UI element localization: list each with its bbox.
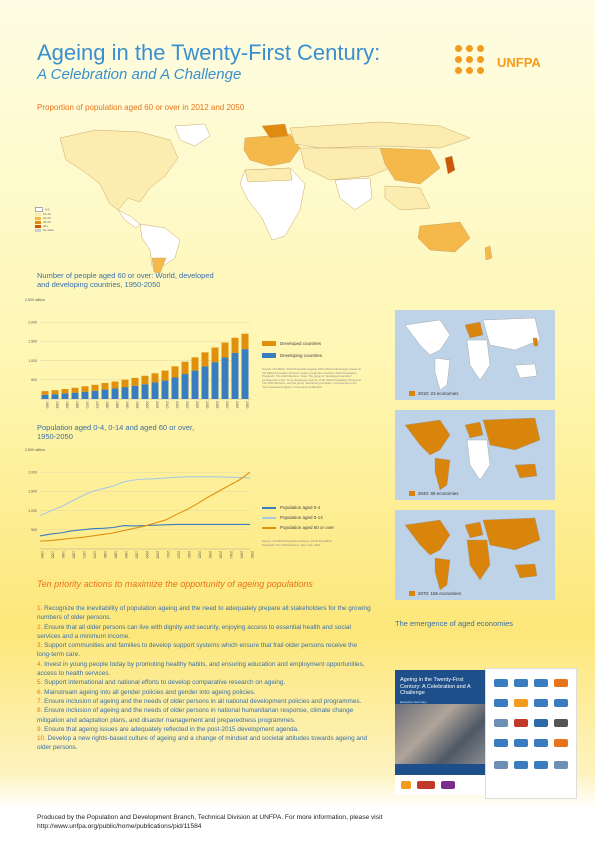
- legend-item: 0-9: [35, 207, 54, 212]
- x-tick-label: 2020: [185, 401, 189, 409]
- y-tick-label: 500: [31, 528, 37, 532]
- action-item: 8. Ensure inclusion of ageing and the needs of older persons in national humanitarian response, climate change mitigation and adaptation plans, and disaster management and preparedness programmes.: [37, 707, 354, 724]
- bar-developing: [202, 366, 209, 399]
- line-chart-source: Source: UN DESA Population Division, World Population Prospects: The 2010 Revision. New York, 2011.: [262, 539, 333, 547]
- bar-developed: [42, 391, 49, 395]
- bar-developed: [182, 362, 189, 374]
- action-item: 1. Recognize the inevitability of population ageing and the need to adequately prepare all stakeholders for the growing numbers of older persons.: [37, 605, 371, 622]
- x-tick-label: 1950: [45, 401, 49, 409]
- x-tick-label: 2030: [205, 401, 209, 409]
- bar-chart-heading: Number of people aged 60 or over: World, developed and developing countries, 1950-2050: [37, 271, 214, 289]
- x-tick-label: 1960: [65, 401, 69, 409]
- bar-developed: [232, 338, 239, 353]
- world-map: [0, 118, 595, 273]
- map-south-asia: [335, 178, 372, 210]
- map-2010-caption: 2010: 23 economies: [409, 391, 459, 396]
- bar-developing: [242, 349, 249, 399]
- emergence-label: The emergence of aged economies: [395, 619, 513, 628]
- action-item: 5. Support international and national efforts to develop comparative research on ageing.: [37, 679, 286, 687]
- bar-developing: [52, 394, 59, 399]
- x-tick-label: 1990: [125, 401, 129, 409]
- x-tick-label: 2040: [225, 401, 229, 409]
- x-tick-label: 1965: [71, 551, 76, 559]
- line-chart: [25, 447, 255, 575]
- map-japan: [445, 156, 455, 174]
- x-tick-label: 2025: [197, 551, 202, 559]
- x-tick-label: 1960: [61, 551, 65, 559]
- map-europe: [244, 134, 300, 166]
- x-tick-label: 1995: [135, 401, 139, 409]
- page-title: Ageing in the Twenty-First Century:: [37, 40, 381, 65]
- dots-logo-icon: [455, 45, 493, 78]
- map-2010: [395, 310, 555, 400]
- bar-developing: [92, 391, 99, 399]
- cover-subtitle: Executive Summary: [400, 700, 427, 704]
- page-subtitle: A Celebration and A Challenge: [37, 66, 242, 83]
- x-tick-label: 2000: [145, 551, 149, 559]
- y-tick-label: 1,000: [28, 358, 37, 363]
- x-tick-label: 1985: [115, 401, 119, 409]
- action-item: 2. Ensure that all older persons can live with dignity and security, enjoying access to essential health and social services and a minimum income.: [37, 623, 351, 640]
- bar-developed: [82, 386, 89, 391]
- action-item: 7. Ensure inclusion of ageing and the needs of older persons in all national development policies and programmes.: [37, 697, 362, 705]
- legend-item: 25-29: [35, 220, 54, 224]
- bar-developed: [162, 371, 169, 381]
- map-russia: [290, 122, 470, 148]
- bar-developed: [102, 383, 109, 390]
- unfpa-logo-text: UNFPA: [497, 55, 541, 70]
- legend-item: 30+: [35, 224, 54, 228]
- unfpa-logo: [455, 45, 575, 80]
- map-2070-caption: 2070: 155 economies: [409, 591, 461, 596]
- series-line-1: [40, 477, 250, 516]
- cover-title: Ageing in the Twenty-First Century: A Celebration and A Challenge: [400, 677, 471, 696]
- x-tick-label: 1965: [75, 401, 79, 409]
- cover-footer-logos: [395, 775, 485, 795]
- bar-developed: [52, 390, 59, 394]
- y-tick-label: 2,000: [28, 320, 37, 325]
- bar-developing: [132, 386, 139, 399]
- x-tick-label: 1970: [82, 551, 86, 559]
- footer: [37, 813, 567, 831]
- bar-developing: [222, 358, 229, 399]
- x-tick-label: 2005: [155, 551, 160, 559]
- map-2040-caption: 2040: 89 economies: [409, 491, 459, 496]
- bar-chart: [25, 297, 255, 415]
- legend-item: 20-24: [35, 216, 54, 220]
- bar-developed: [132, 378, 139, 386]
- line-chart-heading: Population aged 0-4, 0-14 and aged 60 or over, 1950-2050: [37, 423, 195, 441]
- bar-developed: [242, 334, 249, 349]
- line-legend-60: Population aged 60 or over: [262, 525, 334, 530]
- bar-developed: [202, 352, 209, 366]
- x-tick-label: 2035: [218, 551, 223, 559]
- bar-developing: [112, 388, 119, 399]
- bar-developed: [172, 366, 179, 377]
- bar-developing: [192, 371, 199, 399]
- legend-item: No data: [35, 228, 54, 232]
- bar-legend-developed: Developed countries: [262, 341, 321, 346]
- map-southeast-asia: [385, 186, 430, 210]
- map-2040: [395, 410, 555, 500]
- map-australia: [418, 222, 470, 252]
- x-tick-label: 2010: [166, 551, 170, 559]
- x-tick-label: 1955: [50, 551, 55, 559]
- y-tick-label: 1,000: [28, 508, 37, 513]
- bar-developing: [182, 374, 189, 399]
- x-tick-label: 1995: [134, 551, 139, 559]
- bar-developing: [82, 392, 89, 399]
- y-tick-label: 500: [31, 378, 37, 382]
- line-legend-0-4: Population aged 0-4: [262, 505, 320, 510]
- map-2070: [395, 510, 555, 600]
- bar-developed: [72, 388, 79, 393]
- x-tick-label: 1970: [85, 401, 89, 409]
- x-tick-label: 1975: [92, 551, 97, 559]
- map-central-america: [118, 210, 140, 228]
- bar-developing: [72, 393, 79, 399]
- x-tick-label: 2005: [155, 401, 159, 409]
- x-tick-label: 2010: [165, 401, 169, 409]
- x-tick-label: 2045: [239, 551, 244, 559]
- bar-legend-developing: Developing countries: [262, 353, 322, 358]
- bar-developing: [142, 384, 149, 399]
- action-item: 9. Ensure that ageing issues are adequately reflected in the post-2015 development agenda.: [37, 725, 299, 733]
- bar-developed: [222, 343, 229, 358]
- action-item: 10. Develop a new rights-based culture of ageing and a change of mindset and societal attitudes towards ageing and older persons.: [37, 735, 368, 752]
- x-tick-label: 2050: [250, 551, 254, 559]
- legend-item: 10-19: [35, 212, 54, 216]
- x-tick-label: 2045: [235, 401, 239, 409]
- x-tick-label: 2040: [229, 551, 233, 559]
- map-heading: Proportion of population aged 60 or over in 2012 and 2050: [37, 103, 245, 112]
- bar-developing: [232, 353, 239, 399]
- line-legend-0-14: Population aged 0-14: [262, 515, 323, 520]
- bar-developing: [62, 393, 69, 399]
- x-tick-label: 2035: [215, 401, 219, 409]
- bar-developed: [152, 373, 159, 382]
- bar-developed: [212, 348, 219, 363]
- bar-developing: [42, 395, 49, 399]
- bar-developing: [162, 381, 169, 399]
- x-tick-label: 2030: [208, 551, 212, 559]
- map-legend: [35, 207, 54, 232]
- x-tick-label: 1980: [103, 551, 107, 559]
- action-item: 3. Support communities and families to develop support systems which ensure that frail older persons receive the long-term care.: [37, 642, 358, 659]
- actions-list: [37, 604, 372, 753]
- bar-developing: [172, 377, 179, 399]
- x-tick-label: 2015: [176, 551, 181, 559]
- map-east-asia: [380, 148, 440, 184]
- bar-developed: [142, 376, 149, 384]
- bar-chart-source: Source: UN DESA, World Population Ageing 2011 (2012 forthcoming); based on UN DESA Population Division medium projection scenario, World Population Prospects: The 2010 Revision. Note: The group of "developed countries" corresponds to the "more developed regions" of the World Population Prospects: The 2010 Revision, and the group "developing countries" corresponds to the "less developed regions" of the same publication.: [262, 367, 362, 389]
- map-greenland: [175, 124, 210, 146]
- y-tick-label: 1,500: [28, 489, 37, 494]
- y-unit-label: 2,500 million: [25, 298, 45, 302]
- bar-developing: [122, 387, 129, 399]
- map-north-africa: [245, 168, 292, 182]
- actions-title: Ten priority actions to maximize the opportunity of ageing populations: [37, 579, 313, 589]
- bar-developed: [92, 385, 99, 391]
- y-tick-label: 1,500: [28, 339, 37, 344]
- map-north-america: [60, 130, 178, 210]
- bar-developing: [102, 390, 109, 399]
- bar-developed: [112, 382, 119, 389]
- x-tick-label: 2050: [245, 401, 249, 409]
- footer-credit: Produced by the Population and Development Branch, Technical Division at UNFPA. For more information, please visit: [37, 814, 383, 821]
- action-item: 4. Invest in young people today by promoting healthy habits, and ensuring education and employment opportunities, access to health services.: [37, 660, 365, 678]
- bar-developed: [62, 389, 69, 393]
- x-tick-label: 2020: [187, 551, 191, 559]
- bar-developing: [152, 382, 159, 399]
- x-tick-label: 1955: [55, 401, 59, 409]
- report-back-cover: [485, 668, 577, 799]
- x-tick-label: 2025: [195, 401, 199, 409]
- x-tick-label: 1985: [113, 551, 118, 559]
- bar-developed: [192, 357, 199, 370]
- x-tick-label: 1980: [105, 401, 109, 409]
- action-item: 6. Mainstream ageing into all gender policies and gender into ageing policies.: [37, 688, 256, 696]
- x-tick-label: 2000: [145, 401, 149, 409]
- x-tick-label: 1975: [95, 401, 99, 409]
- report-cover: [395, 670, 485, 795]
- footer-url[interactable]: http://www.unfpa.org/public/home/publications/pid/11584: [37, 823, 202, 830]
- x-tick-label: 1990: [124, 551, 128, 559]
- bar-developed: [122, 380, 129, 387]
- x-tick-label: 2015: [175, 401, 179, 409]
- y-tick-label: 2,000: [28, 470, 37, 475]
- cover-photo: [395, 704, 485, 764]
- x-tick-label: 1950: [40, 551, 44, 559]
- y-unit-label: 2,500 million: [25, 448, 45, 452]
- bar-developing: [212, 362, 219, 399]
- map-new-zealand: [485, 246, 492, 260]
